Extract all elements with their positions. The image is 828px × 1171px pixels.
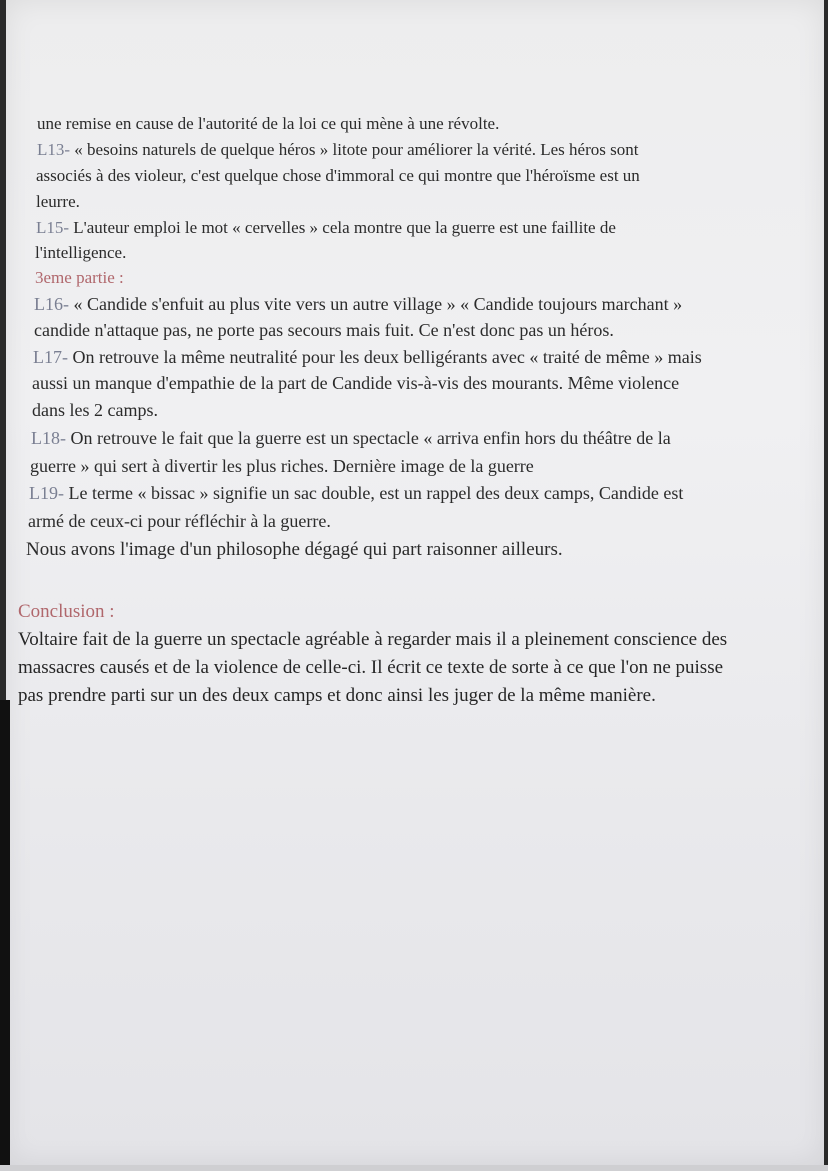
text-line [28,511,331,531]
page-bottom-edge [0,1165,828,1171]
text-line [37,140,638,160]
line-text: dans les 2 camps. [32,400,158,420]
line-reference: L16- [34,294,69,314]
line-text: l'intelligence. [35,243,127,262]
line-reference: L15- [36,218,70,237]
scanned-page [6,0,824,1165]
line-text: Le terme « bissac » signifie un sac double, est un rappel des deux camps, Candide est [64,483,684,503]
line-text: armé de ceux-ci pour réfléchir à la guerre. [28,511,331,531]
line-text: Nous avons l'image d'un philosophe dégagé qui part raisonner ailleurs. [26,539,563,560]
conclusion-line: massacres causés et de la violence de celle-ci. Il écrit ce texte de sorte à ce que l'on ne puisse [18,657,724,678]
text-line [30,456,534,476]
text-line [35,243,126,263]
text-line [34,294,682,314]
section-heading [35,268,124,288]
line-text: leurre. [36,192,80,211]
line-text: On retrouve le fait que la guerre est un spectacle « arriva enfin hors du théâtre de la [66,428,671,448]
text-line [32,400,158,420]
conclusion-line: Voltaire fait de la guerre un spectacle agréable à regarder mais il a pleinement conscience des [18,629,728,650]
line-reference: L18- [31,428,66,448]
conclusion-heading: Conclusion : [18,601,115,622]
line-reference: L19- [29,483,64,503]
line-text: associés à des violeur, c'est quelque chose d'immoral ce qui montre que l'héroïsme est un [36,166,640,185]
line-reference: L17- [33,347,68,367]
line-text: « Candide s'enfuit au plus vite vers un autre village » « Candide toujours marchant » [69,294,683,314]
page-edge-shadow [0,700,10,1171]
line-text: L'auteur emploi le mot « cervelles » cela montre que la guerre est une faillite de [69,218,616,237]
line-text: une remise en cause de l'autorité de la loi ce qui mène à une révolte. [37,114,500,133]
text-line [34,320,614,340]
text-line [31,428,671,448]
line-text: « besoins naturels de quelque héros » litote pour améliorer la vérité. Les héros sont [70,140,639,159]
text-line [33,347,702,367]
text-line [36,218,616,238]
line-text: On retrouve la même neutralité pour les deux belligérants avec « traité de même » mais [68,347,702,367]
line-text: 3eme partie : [35,268,124,287]
text-line [26,540,563,560]
conclusion-line: pas prendre parti sur un des deux camps et donc ainsi les juger de la même manière. [18,685,656,706]
text-line [36,192,80,212]
line-text: guerre » qui sert à divertir les plus riches. Dernière image de la guerre [30,456,534,476]
text-line [32,373,679,393]
text-line [36,166,640,186]
text-line [29,483,683,503]
line-text: candide n'attaque pas, ne porte pas secours mais fuit. Ce n'est donc pas un héros. [34,320,614,340]
text-line [37,114,499,134]
line-text: aussi un manque d'empathie de la part de Candide vis-à-vis des mourants. Même violence [32,373,680,393]
line-reference: L13- [37,140,71,159]
